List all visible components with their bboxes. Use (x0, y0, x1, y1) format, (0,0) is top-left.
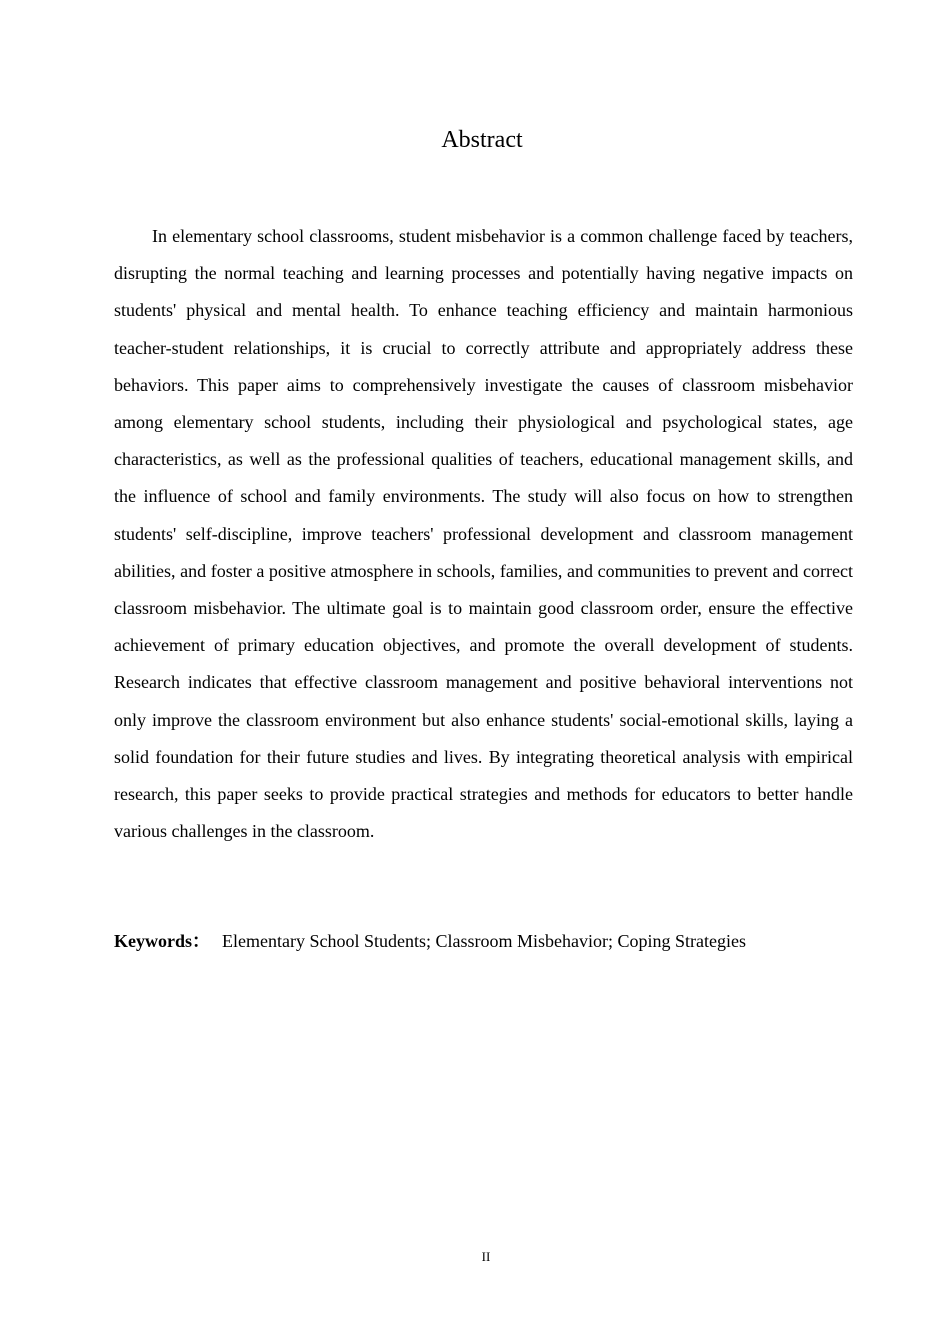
keywords-line (114, 926, 853, 956)
keywords-separator: ： (192, 931, 210, 951)
page-number: II (481, 1249, 491, 1264)
keywords-list: Elementary School Students; Classroom Misbehavior; Coping Strategies (222, 931, 746, 951)
keywords-label: Keywords (114, 931, 192, 951)
abstract-title: Abstract (441, 127, 523, 153)
abstract-body: In elementary school classrooms, student misbehavior is a common challenge faced by teachers, disrupting the normal teaching and learning processes and potentially having negative impacts on students' physical and mental health. To enhance teaching efficiency and maintain harmonious teacher-student relationships, it is crucial to correctly attribute and appropriately address these behaviors. This paper aims to comprehensively investigate the causes of classroom misbehavior among elementary school students, including their physiological and psychological states, age characteristics, as well as the professional qualities of teachers, educational management skills, and the influence of school and family environments. The study will also focus on how to strengthen students' self-discipline, improve teachers' professional development and classroom management abilities, and foster a positive atmosphere in schools, families, and communities to prevent and correct classroom misbehavior. The ultimate goal is to maintain good classroom order, ensure the effective achievement of primary education objectives, and promote the overall development of students. Research indicates that effective classroom management and positive behavioral interventions not only improve the classroom environment but also enhance students' social-emotional skills, laying a solid foundation for their future studies and lives. By integrating theoretical analysis with empirical research, this paper seeks to provide practical strategies and methods for educators to better handle various challenges in the classroom. (114, 226, 853, 842)
